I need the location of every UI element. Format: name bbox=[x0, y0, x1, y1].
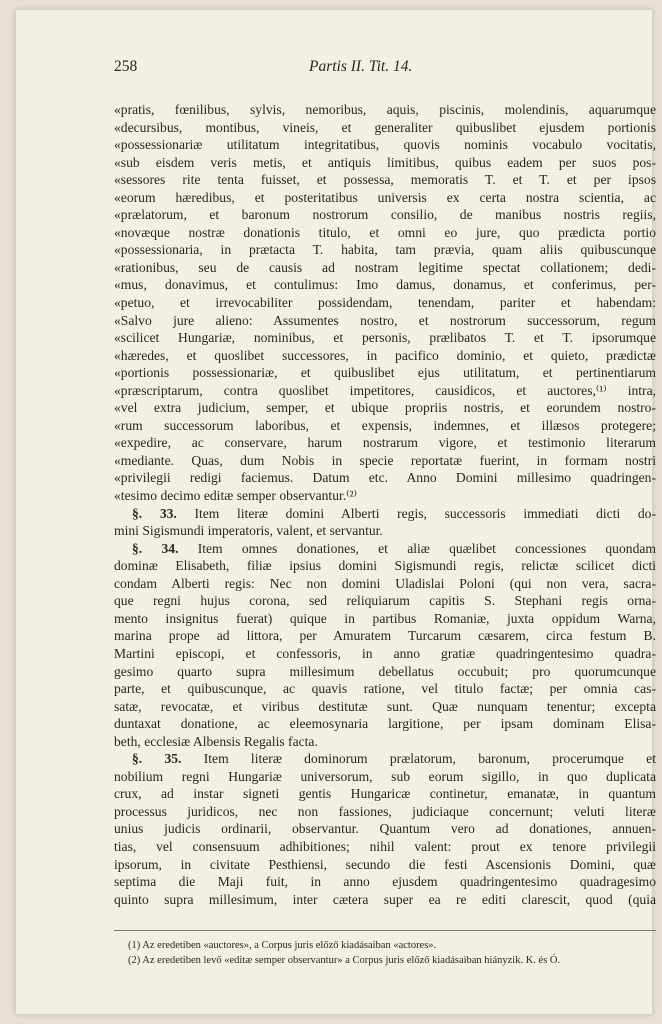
section-number: §. 34. bbox=[132, 540, 179, 556]
text-line: processus juridicos, nec non fassiones, judiciaque concernunt; veluti literæ bbox=[114, 803, 656, 819]
text-line: crux, ad instar signeti gentis Hungaricæ continetur, emanatæ, in quantum bbox=[114, 786, 656, 802]
text-line: mini Sigismundi imperatoris, valent, et servantur. bbox=[114, 523, 383, 539]
text-line: «novæque nostræ donationis titulo, et omni eo jure, quo prædicta portio bbox=[114, 224, 656, 240]
text-line: «expedire, ac conservare, harum nostrarum vigore, et testimonio literarum bbox=[114, 435, 656, 451]
text-line: «præscriptarum, contra quoslibet impetitores, causidicos, et auctores,⁽¹⁾ intra, bbox=[114, 382, 656, 398]
text-line: «possessionaria, in prætacta T. habita, tam prævia, quam aliis quibuscunque bbox=[114, 242, 656, 258]
text-line: «sessores rite tenta fuisset, et possessa, memoratis T. et T. et per ipsos bbox=[114, 172, 656, 188]
text-line: tias, vel consensuum adhibitiones; nihil valent: prout ex tenore privilegii bbox=[114, 838, 656, 854]
text-line: «decursibus, montibus, vineis, et generaliter quibuslibet ejusdem portionis bbox=[114, 119, 656, 135]
text-line: «sub eisdem veris metis, et antiquis limitibus, quibus eadem per suos pos- bbox=[114, 154, 656, 170]
text-line: «Salvo jure alieno: Assumentes nostro, et nostrorum successorum, regum bbox=[114, 312, 656, 328]
section-number: §. 35. bbox=[132, 751, 182, 767]
book-page bbox=[16, 10, 657, 1014]
text-line: parte, et quibuscunque, ac quavis ratione, vel titulo factæ; per omnia cas- bbox=[114, 681, 656, 697]
text-line: «eorum hæredibus, et posteritatibus universis ex certa nostra scientia, ac bbox=[114, 189, 656, 205]
text-line: que regni hujus corona, sed reliquiarum capitis S. Stephani regis orna- bbox=[114, 593, 656, 609]
text-line: «mediante. Quas, dum Nobis in specie reportatæ fuerint, in formam nostri bbox=[114, 452, 656, 468]
text-line: «portionis possessionariæ, et quibuslibet ejus utilitatum, et pertinentiarum bbox=[114, 365, 656, 381]
text-line: nobilium regni Hungariæ universorum, sub eorum sigillo, in quo duplicata bbox=[114, 768, 656, 784]
footnotes bbox=[128, 939, 658, 968]
footnote-2: (2) Az eredetiben levő «editæ semper observantur» a Corpus juris előző kiadásaiban hiányzik. K. és Ó. bbox=[128, 954, 561, 966]
text-line: «rationibus, seu de causis ad nostram legitime spectat collationem; dedi- bbox=[114, 259, 656, 275]
text-line: septima die Maji fuit, in anno ejusdem quadringentesimo quadragesimo bbox=[114, 874, 656, 890]
section-number: §. 33. bbox=[132, 505, 177, 521]
footnote-1: (1) Az eredetiben «auctores», a Corpus juris előző kiadásaiban «actores». bbox=[128, 940, 437, 951]
text-line: «scilicet Hungariæ, nominibus, et personis, prælibatos T. et T. ipsorumque bbox=[114, 330, 656, 346]
section-35-first-line bbox=[114, 750, 656, 768]
text-line: «vel extra judicium, semper, et ubique propriis nostris, et eorundem nostro- bbox=[114, 400, 656, 416]
text-line: «hæredes, et quoslibet successores, in pacifico dominio, et quieto, prædictæ bbox=[114, 347, 656, 363]
text-line: Martini episcopi, et confessoris, in anno gratiæ quadringentesimo quadra- bbox=[114, 645, 656, 661]
text-line: condam Alberti regis: Nec non domini Uladislai Poloni (qui non vera, sacra- bbox=[114, 575, 656, 591]
section-text: Item literæ domini Alberti regis, successoris immediati dicti do- bbox=[194, 505, 657, 521]
text-line: dominæ Elisabeth, filiæ ipsius domini Sigismundi regis, relictæ scilicet dicti bbox=[114, 558, 656, 574]
text-line: duntaxat donatione, ac eleemosynaria largitione, per ipsam dominam Elisa- bbox=[114, 716, 656, 732]
page-header bbox=[114, 58, 614, 78]
text-line: «pratis, fœnilibus, sylvis, nemoribus, aquis, piscinis, molendinis, aquarumque bbox=[114, 102, 656, 117]
section-text: Item literæ dominorum prælatorum, baronum, procerumque et bbox=[203, 751, 656, 767]
text-line: mento insignitus fuerat) quique in partibus Romaniæ, juxta oppidum Warna, bbox=[114, 610, 656, 626]
text-line: «petuo, et irrevocabiliter possidendam, tenendam, pariter et habendam: bbox=[114, 295, 656, 311]
section-33-first-line bbox=[114, 505, 656, 523]
text-line: «prælatorum, et baronum nostrorum consilio, de manibus nostris regiis, bbox=[114, 207, 656, 223]
section-34-first-line bbox=[114, 540, 656, 558]
text-line: quinto supra millesimum, inter cætera super ea re editi clarescit, quod (quia bbox=[114, 891, 656, 907]
text-line: gesimo quarto supra millesimum debellatus occubuit; pro quorumcunque bbox=[114, 663, 656, 679]
text-line: unius judicis ordinarii, observantur. Quantum vero ad donationes, annuen- bbox=[114, 821, 656, 837]
footnote-divider bbox=[114, 930, 656, 931]
text-line: beth, ecclesiæ Albensis Regalis facta. bbox=[114, 733, 318, 749]
main-text bbox=[114, 101, 656, 908]
section-text: Item omnes donationes, et aliæ quælibet concessiones quondam bbox=[197, 540, 656, 556]
page-number: 258 bbox=[114, 58, 138, 75]
text-line: «possessionariæ utilitatum integritatibus, quovis nominis vocabulo vocitatis, bbox=[114, 137, 656, 153]
text-line: «tesimo decimo editæ semper observantur.⁽²⁾ bbox=[114, 488, 357, 504]
text-line: «rum successorum laboribus, et expensis, indemnes, et illæsos protegere; bbox=[114, 417, 656, 433]
text-line: «mus, donavimus, et contulimus: Imo damus, donamus, et conferimus, per- bbox=[114, 277, 656, 293]
text-line: ipsorum, in civitate Pesthiensi, secundo die festi Ascensionis Domini, quæ bbox=[114, 856, 656, 872]
text-line: satæ, revocatæ, et viribus destitutæ sunt. Quæ nunquam tenentur; excepta bbox=[114, 698, 656, 714]
text-line: marina prope ad littora, per Amuratem Turcarum cæsarem, circa festum B. bbox=[114, 628, 656, 644]
running-title: Partis II. Tit. 14. bbox=[309, 58, 413, 75]
text-line: «privilegii redigi faciemus. Datum etc. Anno Domini millesimo quadringen- bbox=[114, 470, 656, 486]
